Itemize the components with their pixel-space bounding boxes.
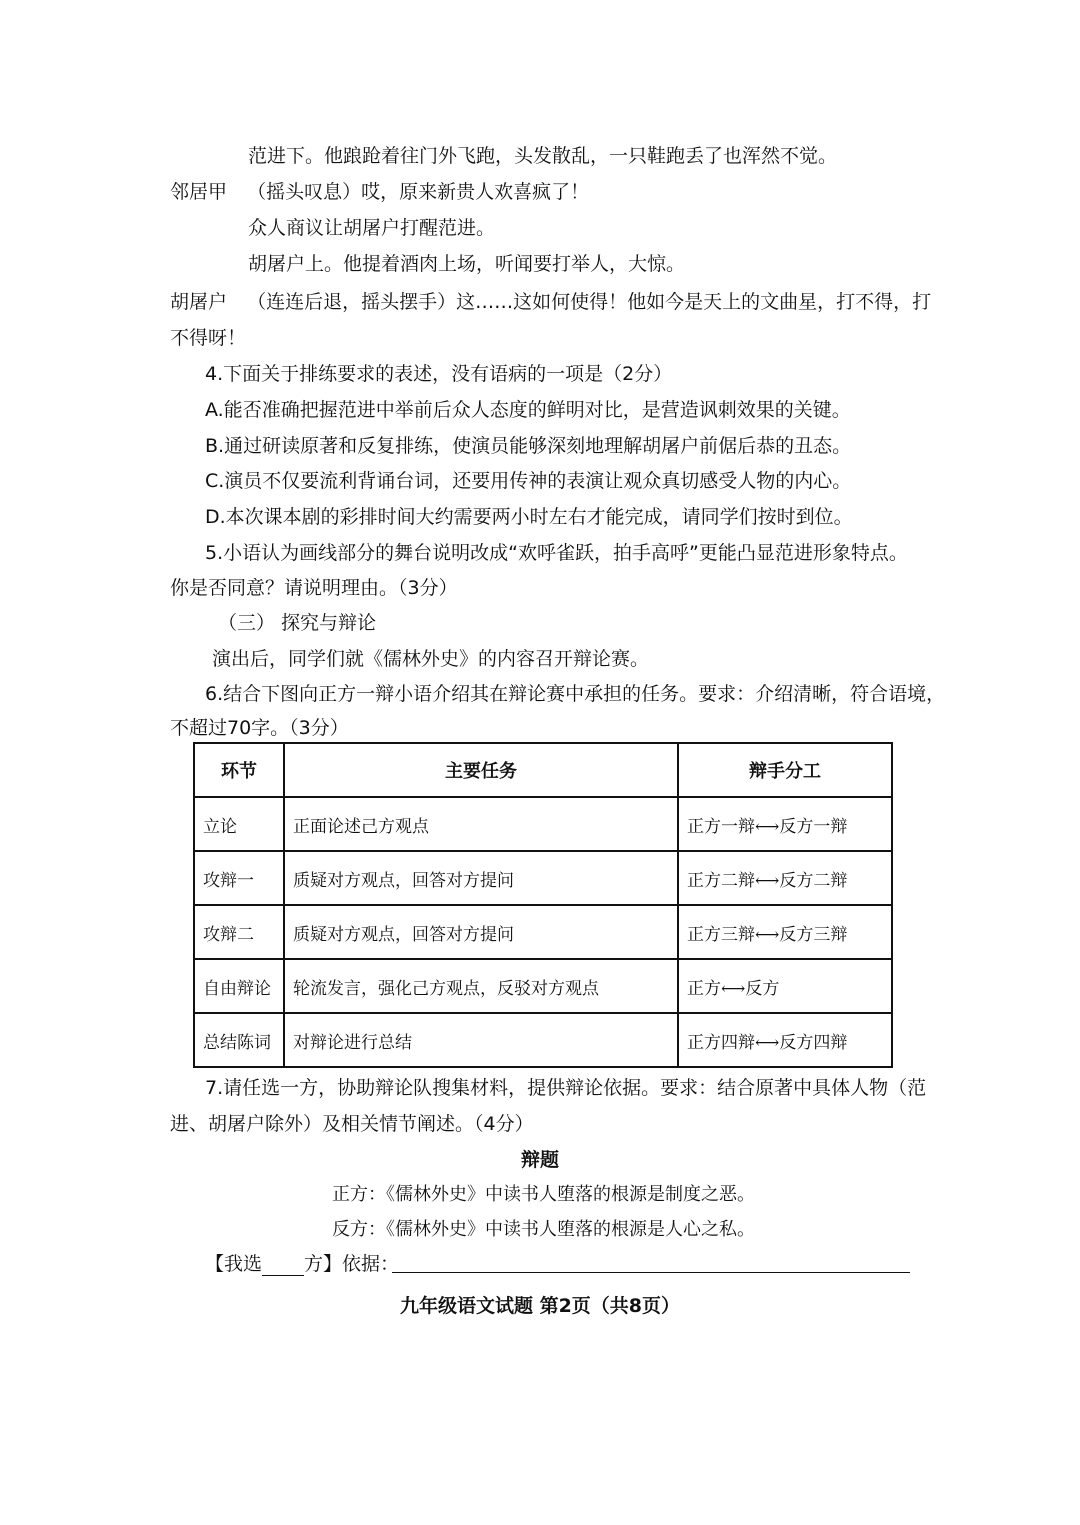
table-row [194,797,892,851]
answer-line[interactable] [392,1272,910,1273]
table-row [194,905,892,959]
q5-line2: 你是否同意？请说明理由。（3分） [170,577,458,599]
header-stage: 环节 [194,743,284,797]
cell-task: 质疑对方观点，回答对方提问 [284,851,678,905]
neighbor-line: （摇头叹息）哎，原来新贵人欢喜疯了！ [247,181,590,203]
choice-suffix: 方】依据： [304,1253,400,1275]
cell-task: 质疑对方观点，回答对方提问 [284,905,678,959]
hu-line-part2: 不得呀！ [170,327,247,349]
cell-stage: 自由辩论 [194,959,284,1013]
debate-topic-con: 反方：《儒林外史》中读书人堕落的根源是人心之私。 [332,1219,755,1240]
cell-division: 正方一辩⟷反方一辩 [678,797,892,851]
debate-topic-title: 辩题 [520,1149,559,1171]
q6-line2: 不超过70字。（3分） [170,717,349,739]
cell-division: 正方三辩⟷反方三辩 [678,905,892,959]
q7-line1: 7.请任选一方，协助辩论队搜集材料，提供辩论依据。要求：结合原著中具体人物（范 [205,1077,927,1099]
cell-stage: 攻辩二 [194,905,284,959]
q7-line2: 进、胡屠户除外）及相关情节阐述。（4分） [170,1113,534,1135]
table-header-row [194,743,892,797]
cell-task: 对辩论进行总结 [284,1013,678,1067]
cell-stage: 总结陈词 [194,1013,284,1067]
hu-line-part1: （连连后退，摇头摆手）这……这如何使得！他如今是天上的文曲星，打不得，打 [247,291,932,313]
header-division: 辩手分工 [678,743,892,797]
q4-option-c: C.演员不仅要流利背诵台词，还要用传神的表演让观众真切感受人物的内心。 [205,470,852,492]
section3-heading: （三） 探究与辩论 [218,612,377,634]
cell-stage: 攻辩一 [194,851,284,905]
q4-option-b: B.通过研读原著和反复排练，使演员能够深刻地理解胡屠户前倨后恭的丑态。 [205,435,852,457]
table-row [194,959,892,1013]
cell-division: 正方⟷反方 [678,959,892,1013]
debate-topic-pro: 正方：《儒林外史》中读书人堕落的根源是制度之恶。 [332,1184,755,1205]
header-task: 主要任务 [284,743,678,797]
dialogue-neighbor [170,180,589,204]
cell-stage: 立论 [194,797,284,851]
choice-prompt [205,1252,399,1276]
q6-line1: 6.结合下图向正方一辩小语介绍其在辩论赛中承担的任务。要求：介绍清晰，符合语境， [205,683,946,705]
dialogue-hu [170,290,931,314]
speaker-hu: 胡屠户 [170,291,228,313]
speaker-neighbor: 邻居甲 [170,181,228,203]
q4-option-a: A.能否准确把握范进中举前后众人态度的鲜明对比，是营造讽刺效果的关键。 [205,399,851,421]
stage-direction-2: 众人商议让胡屠户打醒范进。 [248,217,496,239]
table-row [194,1013,892,1067]
cell-task: 正面论述己方观点 [284,797,678,851]
page-footer: 九年级语文试题 第2页（共8页） [399,1295,681,1317]
cell-task: 轮流发言，强化己方观点，反驳对方观点 [284,959,678,1013]
side-blank[interactable] [262,1255,304,1276]
debate-table [193,742,893,1068]
cell-division: 正方四辩⟷反方四辩 [678,1013,892,1067]
q5-line1: 5.小语认为画线部分的舞台说明改成“欢呼雀跃，拍手高呼”更能凸显范进形象特点。 [205,542,908,564]
stage-direction-3: 胡屠户上。他提着酒肉上场，听闻要打举人，大惊。 [248,253,686,275]
table-row [194,851,892,905]
q4-option-d: D.本次课本剧的彩排时间大约需要两小时左右才能完成，请同学们按时到位。 [205,506,853,528]
choice-prefix: 【我选 [205,1253,263,1275]
q4-stem: 4.下面关于排练要求的表述，没有语病的一项是（2分） [205,363,673,385]
stage-direction-1: 范进下。他踉跄着往门外飞跑，头发散乱，一只鞋跑丢了也浑然不觉。 [248,145,838,167]
section3-intro: 演出后，同学们就《儒林外史》的内容召开辩论赛。 [212,648,650,670]
cell-division: 正方二辩⟷反方二辩 [678,851,892,905]
